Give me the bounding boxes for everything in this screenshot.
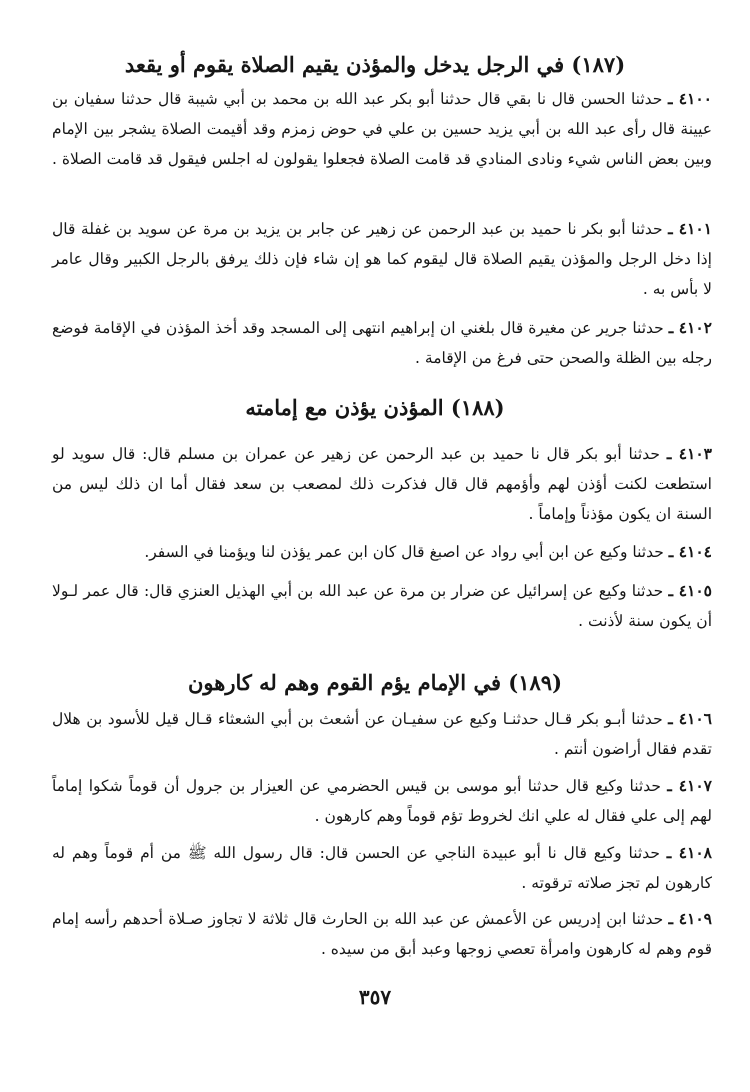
hadith-number: ٤١٠٦ ـ	[668, 709, 712, 728]
hadith-4106	[52, 704, 712, 764]
chapter-heading-188: (١٨٨) المؤذن يؤذن مع إمامته	[245, 395, 505, 420]
hadith-text: حدثنا وكيع عن ابن أبي رواد عن اصبغ قال كان ابن عمر يؤذن لنا ويؤمنا في السفر.	[144, 543, 664, 561]
hadith-4107	[52, 771, 712, 831]
hadith-4100	[52, 84, 712, 174]
hadith-text: حدثنا وكيع عن إسرائيل عن ضرار بن مرة عن عبد الله بن أبي الهذيل العنزي قال: قال عمر لـولا أن يكون سنة لأذنت .	[52, 582, 712, 630]
hadith-4108	[52, 838, 712, 898]
hadith-4103	[52, 439, 712, 529]
chapter-heading-189: (١٨٩) في الإمام يؤم القوم وهم له كارهون	[187, 670, 563, 695]
hadith-number: ٤١٠٥ ـ	[668, 581, 713, 600]
hadith-number: ٤١٠٩ ـ	[668, 909, 713, 928]
hadith-number: ٤١٠٧ ـ	[667, 776, 712, 795]
hadith-text: حدثنا ابن إدريس عن الأعمش عن عبد الله بن الحارث قال ثلاثة لا تجاوز صـلاة أحدهم رأسه إمام قوم وهم له كارهون وامرأة تعصي زوجها وعبد أبق من سيده .	[52, 910, 712, 958]
hadith-text: حدثنا أبو بكر قال نا حميد بن عبد الرحمن عن زهير عن عمران بن مسلم قال: قال سويد لو استطعت لكنت أؤذن لهم وأؤمهم قال قال فذكرت ذلك لمصعب بن سعد فقال أما ان ذلك ليس من السنة ان يكون مؤذناً وإماماً .	[52, 445, 712, 523]
hadith-text: حدثنا أبـو بكر قـال حدثنـا وكيع عن سفيـان عن أشعث بن أبي الشعثاء قـال قيل للأسود بن هلال تقدم فقال أراضون أنتم .	[52, 710, 712, 758]
hadith-4104	[52, 537, 712, 567]
hadith-text: حدثنا الحسن قال نا بقي قال حدثنا أبو بكر عبد الله بن محمد بن أبي شيبة قال حدثنا سفيان بن عيينة قال رأى عبد الله بن أبي يزيد حسين بن علي في حوض زمزم وقد أقيمت الصلاة يشجر بين الإمام وبين بعض الناس شيء ونادى المنادي قد قامت الصلاة فجعلوا يقولون له اجلس فيقول قد قامت الصلاة .	[52, 90, 712, 168]
hadith-4101	[52, 214, 712, 304]
hadith-number: ٤١٠٠ ـ	[668, 89, 713, 108]
hadith-number: ٤١٠٢ ـ	[668, 318, 712, 337]
hadith-number: ٤١٠٨ ـ	[666, 843, 712, 862]
hadith-4102	[52, 313, 712, 373]
hadith-4105	[52, 576, 712, 636]
chapter-heading-187: (١٨٧) في الرجل يدخل والمؤذن يقيم الصلاة يقوم أو يقعد	[124, 52, 626, 77]
hadith-number: ٤١٠٣ ـ	[666, 444, 712, 463]
hadith-4109	[52, 904, 712, 964]
page-number: ٣٥٧	[358, 985, 392, 1009]
hadith-text: حدثنا وكيع قال نا أبو عبيدة الناجي عن الحسن قال: قال رسول الله ﷺ من أم قوماً وهم له كارهون لم تجز صلاته ترقوته .	[52, 844, 712, 892]
hadith-number: ٤١٠٤ ـ	[668, 542, 712, 561]
hadith-text: حدثنا وكيع قال حدثنا أبو موسى بن قيس الحضرمي عن العيزار بن جرول أن قوماً شكوا إماماً لهم إلى علي فقال له علي انك لخروط تؤم قوماً وهم كارهون .	[52, 777, 712, 825]
hadith-text: حدثنا أبو بكر نا حميد بن عبد الرحمن عن زهير عن جابر بن يزيد بن مرة عن سويد بن غفلة قال إذا دخل الرجل والمؤذن يقيم الصلاة قال ليقوم كما هو إن شاء فإن ذلك يرفق بالرجل الكبير وقال عامر لا بأس به .	[52, 220, 712, 298]
hadith-text: حدثنا جرير عن مغيرة قال بلغني ان إبراهيم انتهى إلى المسجد وقد أخذ المؤذن في الإقامة فوضع رجله بين الظلة والصحن حتى فرغ من الإقامة .	[52, 319, 712, 367]
hadith-number: ٤١٠١ ـ	[668, 219, 712, 238]
